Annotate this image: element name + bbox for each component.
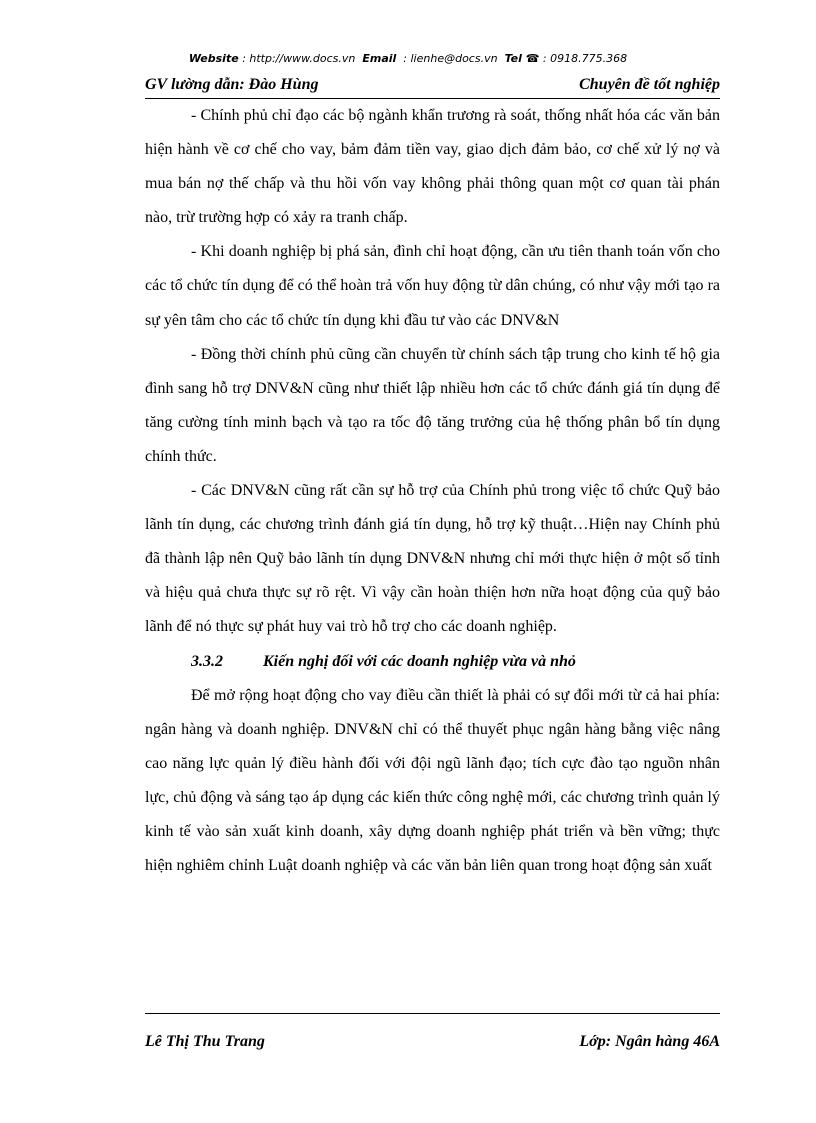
header-advisor: GV lường dẫn: Đào Hùng: [145, 76, 319, 93]
paragraph: - Các DNV&N cũng rất cần sự hỗ trợ của Chính phủ trong việc tổ chức Quỹ bảo lãnh tín dụng, các chương trình đánh giá tín dụng, hỗ trợ kỹ thuật…Hiện nay Chính phủ đã thành lập nên Quỹ bảo lãnh tín dụng DNV&N nhưng chỉ mới thực hiện ở một số tỉnh và hiệu quả chưa thực sự rõ rệt. Vì vậy cần hoàn thiện hơn nữa hoạt động của quỹ bảo lãnh để nó thực sự phát huy vai trò hỗ trợ cho các doanh nghiệp.: [145, 482, 720, 636]
page-header: [145, 76, 720, 99]
paragraph: - Chính phủ chỉ đạo các bộ ngành khẩn trương rà soát, thống nhất hóa các văn bản hiện hành về cơ chế cho vay, bảm đảm tiền vay, giao dịch đảm bảo, cơ chế xử lý nợ và mua bán nợ thế chấp và thu hồi vốn vay không phải thông quan một cơ quan tài phán nào, trừ trường hợp có xảy ra tranh chấp.: [145, 107, 720, 227]
tel-label: Tel ☎: [504, 52, 540, 65]
header-doc-type: Chuyên đề tốt nghiệp: [579, 76, 720, 93]
email-label: Email: [362, 52, 397, 65]
footer-class: Lớp: Ngân hàng 46A: [579, 1033, 720, 1050]
page-body: [145, 99, 720, 883]
paragraph: - Khi doanh nghiệp bị phá sản, đình chỉ hoạt động, cần ưu tiên thanh toán vốn cho các tổ chức tín dụng để có thể hoàn trả vốn huy động từ dân chúng, có như vậy mới tạo ra sự yên tâm cho các tổ chức tín dụng khi đầu tư vào các DNV&N: [145, 243, 720, 329]
paragraph: - Đồng thời chính phủ cũng cần chuyển từ chính sách tập trung cho kinh tế hộ gia đình sang hỗ trợ DNV&N cũng như thiết lập nhiều hơn các tổ chức đánh giá tín dụng để tăng cường tính minh bạch và tạo ra tốc độ tăng trưởng của hệ thống phân bổ tín dụng chính thức.: [145, 345, 720, 465]
page-footer: [145, 1013, 720, 1054]
footer-author: Lê Thị Thu Trang: [145, 1033, 265, 1050]
section-heading: [145, 645, 720, 679]
section-number: 3.3.2: [191, 652, 223, 670]
section-title: Kiến nghị đối với các doanh nghiệp vừa và nhỏ: [263, 652, 576, 670]
website-label: Website: [188, 52, 239, 65]
website-url[interactable]: : http://www.docs.vn: [242, 52, 356, 65]
email-address[interactable]: : lienhe@docs.vn: [403, 52, 498, 65]
paragraph: Để mở rộng hoạt động cho vay điều cần thiết là phải có sự đổi mới từ cả hai phía: ngân hàng và doanh nghiệp. DNV&N chỉ có thể thuyết phục ngân hàng bằng việc nâng cao năng lực quản lý điều hành đối với đội ngũ lãnh đạo; tích cực đào tạo nguồn nhân lực, chủ động và sáng tạo áp dụng các kiến thức công nghệ mới, các chương trình quản lý kinh tế vào sản xuất kinh doanh, xây dựng doanh nghiệp phát triển và bền vững; thực hiện nghiêm chỉnh Luật doanh nghiệp và các văn bản liên quan trong hoạt động sản xuất: [145, 686, 720, 875]
tel-number: : 0918.775.368: [542, 52, 628, 65]
website-contact-line: [0, 52, 816, 65]
